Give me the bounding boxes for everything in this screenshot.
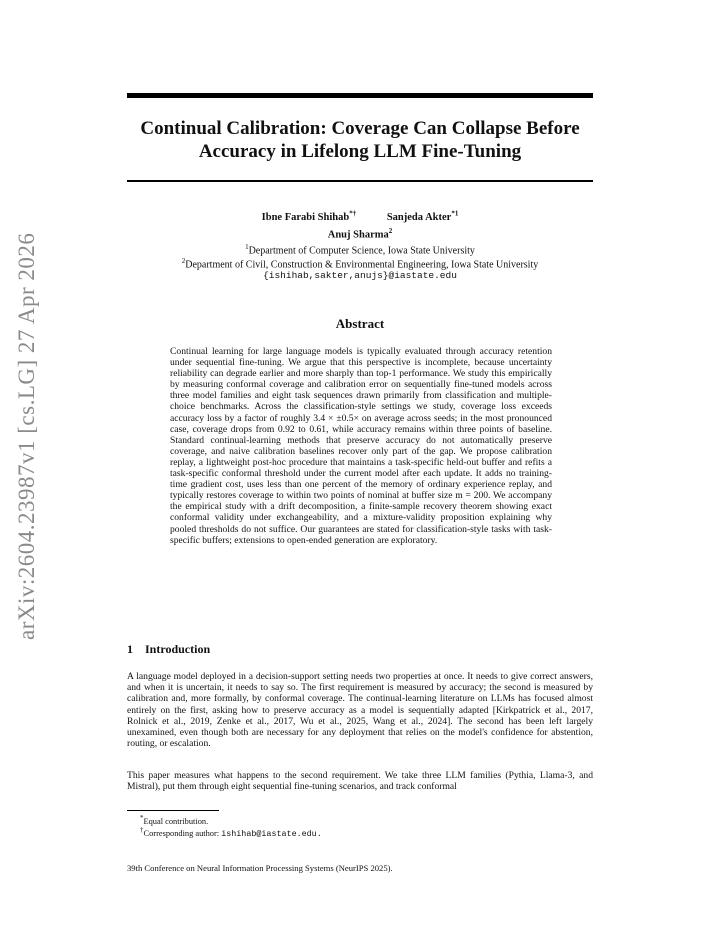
author-2: Sanjeda Akter$^{*1}$ <box>386 209 459 223</box>
title-bottom-rule <box>127 180 593 182</box>
title-top-rule <box>127 93 593 98</box>
author-row <box>127 209 593 223</box>
footnote-2: †Corresponding author: ishihab@iastate.edu. <box>140 826 322 839</box>
conference-note: 39th Conference on Neural Information Processing Systems (NeurIPS 2025). <box>127 863 393 873</box>
abstract-text: Continual learning for large language models is typically evaluated through accuracy retention under sequential fine-tuning. We argue that this perspective is incomplete, because uncertainty reliability can degrade earlier and more sharply than top-1 performance. We study this empirically by measuring conformal coverage and calibration error on sequentially fine-tuned models across three model families and eight task sequences drawn primarily from classification and multiple-choice benchmarks. Across the classification-style settings we study, coverage loss exceeds accuracy loss by a factor of roughly 3.4 × ±0.5× on average across seeds; in the most pronounced case, coverage drops from 0.92 to 0.61, while accuracy remains within three points of baseline. Standard continual-learning methods that preserve accuracy do not automatically preserve coverage, and naive calibration baselines recover only part of the gap. We propose calibration replay, a lightweight post-hoc procedure that maintains a task-specific held-out buffer and refits a task-specific conformal threshold under the current model after each update. It adds no training-time gradient cost, uses less than one percent of the memory of ordinary experience replay, and typically restores coverage to within two points of nominal at buffer size m = 200. We accompany the empirical study with a drift decomposition, a finite-sample recovery theorem showing exact conformal validity under exchangeability, and a mixture-validity proposition explaining why pooled thresholds do not suffice. Our guarantees are stated for classification-style tasks with task-specific buffers; extensions to open-ended generation are exploratory. <box>170 346 552 546</box>
author-emails: {ishihab,sakter,anujs}@iastate.edu <box>263 270 457 281</box>
author-1: Ibne Farabi Shihab*† <box>261 209 357 223</box>
section-heading <box>127 642 210 657</box>
footnote-rule <box>127 810 219 811</box>
affiliation-1: $^1$Department of Computer Science, Iowa State University <box>245 243 475 257</box>
arxiv-stamp: arXiv:2604.23987v1 [cs.LG] 27 Apr 2026 <box>14 232 39 640</box>
intro-paragraph-1: A language model deployed in a decision-support setting needs two properties at once. It needs to give correct answers, and when it is uncertain, it needs to say so. The first requirement is measured by accuracy; the second is measured by calibration and, more formally, by conformal coverage. The continual-learning literature on LLMs has focused almost entirely on the first, asking how to preserve accuracy as a model is sequentially adapted [Kirkpatrick et al., 2017, Rolnick et al., 2019, Zenke et al., 2017, Wu et al., 2025, Wang et al., 2024]. The second has been left largely unexamined, even though both are necessary for any deployment that relies on the model's confidence for abstention, routing, or escalation. <box>127 671 593 750</box>
abstract-heading: Abstract <box>335 316 385 331</box>
section-title: Introduction <box>145 642 211 656</box>
intro-paragraph-2: This paper measures what happens to the second requirement. We take three LLM families (Pythia, Llama-3, and Mistral), put them through eight sequential fine-tuning scenarios, and track conformal <box>127 770 593 793</box>
affiliation-2: $^2$Department of Civil, Construction & Environmental Engineering, Iowa State University <box>181 257 539 271</box>
paper-title: Continual Calibration: Coverage Can Collapse Before Accuracy in Lifelong LLM Fine-Tuning <box>140 118 580 162</box>
author-3: Anuj Sharma$^2$ <box>327 227 393 241</box>
section-number: 1 <box>127 642 133 656</box>
footnote-1: *Equal contribution. <box>140 814 209 826</box>
